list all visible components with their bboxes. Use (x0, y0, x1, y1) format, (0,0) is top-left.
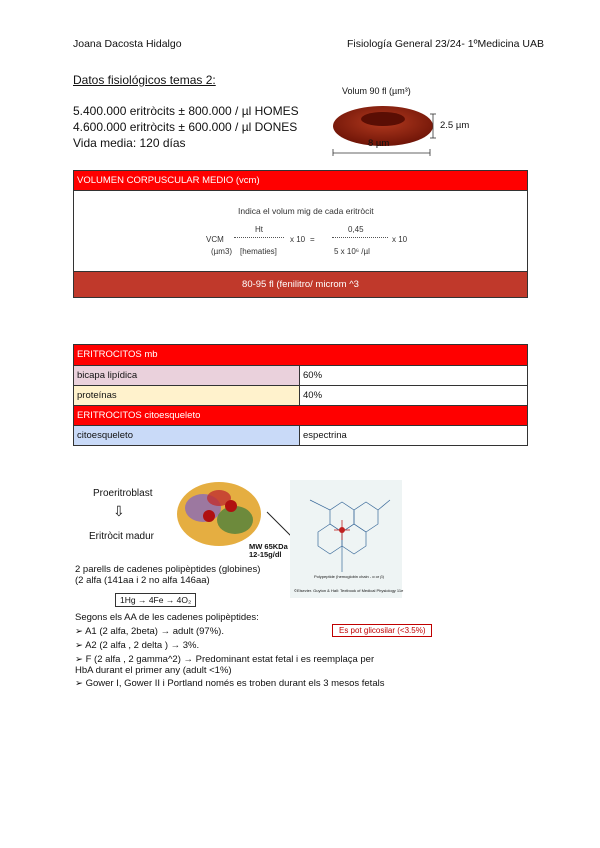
formula-den: 5 x 10⁶ /µl (334, 247, 370, 256)
heme-structure-image (290, 480, 402, 598)
hba2-text: ➢ A2 (2 alfa , 2 delta ) → 3%. (75, 640, 200, 651)
glycosylation-note: Es pot glicosilar (<3.5%) (332, 624, 432, 637)
heme-structure-icon (290, 480, 402, 598)
men-count: 5.400.000 eritròcits ± 800.000 / µl HOMES (73, 104, 299, 118)
figure-credit: ©Elsevier. Guyton & Hall: Textbook of Medical Physiology 11e (294, 588, 404, 593)
women-count: 4.600.000 eritròcits ± 600.000 / µl DONES (73, 120, 298, 134)
table-row (74, 425, 527, 445)
vcm-header: VOLUMEN CORPUSCULAR MEDIO (vcm) (74, 171, 527, 191)
rbc-figure (328, 86, 488, 156)
half-life: Vida media: 120 días (73, 136, 186, 150)
vcm-formula (74, 191, 527, 271)
rbc-width-label: 8 µm (368, 138, 390, 149)
hbf-text-2: HbA durant el primer any (adult <1%) (75, 665, 232, 676)
formula-mult-left: x 10 (290, 235, 306, 244)
formula-eq: = (310, 235, 315, 244)
hemoglobin-molecule-icon (173, 478, 265, 550)
header-course: Fisiología General 23/24- 1ºMedicina UAB (346, 38, 544, 50)
down-arrow-icon: ⇩ (113, 503, 125, 519)
formula-mult-right: x 10 (392, 235, 408, 244)
proerit-label: Proeritroblast (93, 488, 153, 499)
row-value: espectrina (300, 426, 527, 445)
hba1-text: ➢ A1 (2 alfa, 2beta) → adult (97%). (75, 626, 224, 637)
table-row (74, 385, 527, 405)
vcm-result: 80-95 fl (fenilitro/ microm ^3 (74, 271, 527, 297)
formula-caption: Indica el volum mig de cada eritròcit (238, 206, 374, 216)
cyto-header: ERITROCITOS citoesqueleto (74, 405, 527, 425)
row-label: bicapa lipídica (74, 366, 300, 385)
chains-text: (2 alfa (141aa i 2 no alfa 146aa) (75, 575, 210, 586)
mb-table (73, 344, 528, 446)
formula-hematies: [hematies] (240, 247, 277, 256)
row-value: 40% (300, 386, 527, 405)
header-author: Joana Dacosta Hidalgo (73, 38, 182, 50)
table-row (74, 365, 527, 385)
conc-label: 12-15g/dl (249, 550, 282, 559)
formula-lhs-units: (µm3) (211, 247, 233, 256)
formula-num: 0,45 (348, 225, 364, 234)
hbf-text-1: ➢ F (2 alfa , 2 gamma^2) → Predominant estat fetal i es reemplaça per (75, 654, 375, 665)
polypeptides-text: 2 parells de cadenes polipèptides (globines) (75, 564, 261, 575)
gower-text: ➢ Gower I, Gower II i Portland només es troben durant els 3 mesos fetals (75, 678, 385, 689)
row-value: 60% (300, 366, 527, 385)
mb-header: ERITROCITOS mb (74, 345, 527, 365)
formula-line-right (332, 237, 388, 238)
rbc-center (361, 112, 405, 126)
mw-label: MW 65KDa (249, 542, 288, 551)
vcm-table (73, 170, 528, 298)
heme-label: Polypeptide (hemoglobin chain - α or β) (314, 574, 384, 579)
row-label: proteínas (74, 386, 300, 405)
reaction-box: 1Hg → 4Fe → 4O₂ (115, 593, 196, 607)
eritrocit-label: Eritròcit madur (89, 531, 155, 542)
segons-text: Segons els AA de les cadenes polipèptides: (75, 612, 259, 623)
formula-ht: Ht (255, 225, 263, 234)
formula-line-left (234, 237, 284, 238)
formula-lhs: VCM (206, 235, 224, 244)
section-title: Datos fisiológicos temas 2: (73, 73, 216, 87)
rbc-height-label: 2.5 µm (440, 120, 470, 131)
row-label: citoesqueleto (74, 426, 300, 445)
rbc-volume-label: Volum 90 fl (µm³) (342, 86, 411, 96)
